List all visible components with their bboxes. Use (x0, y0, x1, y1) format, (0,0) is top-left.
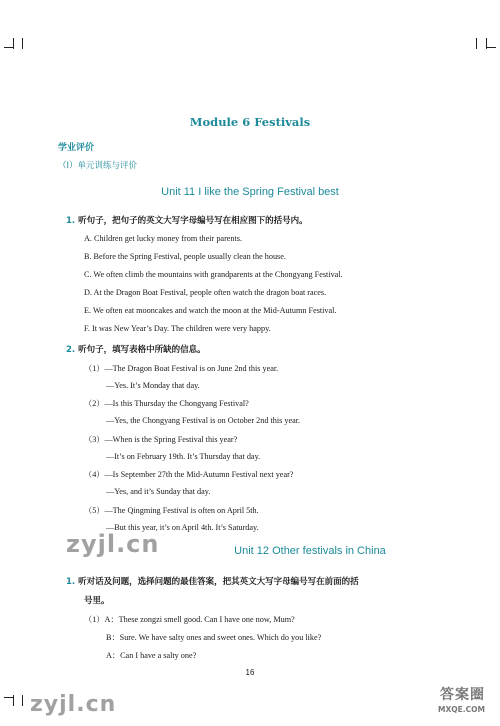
dialogue-text: —The Qingming Festival is often on April 5th. (104, 506, 259, 515)
crop-mark (22, 38, 23, 49)
dialogue-text: —When is the Spring Festival this year? (104, 435, 238, 444)
question-1-heading (66, 214, 308, 226)
unit12-question-1-heading (66, 575, 359, 587)
item-number: （5） (84, 506, 105, 515)
sentence-f: F. It was New Year’s Day. The children were very happy. (84, 324, 271, 333)
crop-mark (4, 697, 14, 698)
question-number: 1. (66, 577, 76, 587)
dialogue-2-line-b: —Yes, the Chongyang Festival is on October 2nd this year. (106, 416, 301, 425)
sentence-b: B. Before the Spring Festival, people usually clean the house. (84, 252, 286, 261)
item-number: （1） (84, 364, 105, 373)
watermark: zyjl.cn (66, 530, 160, 558)
item-number: （2） (84, 399, 105, 408)
item-number: （3） (84, 435, 105, 444)
module-title: Module 6 Festivals (189, 115, 311, 129)
section-title: 学业评价 (58, 143, 95, 153)
question-instruction: 听对话及问题，选择问题的最佳答案，把其英文大写字母编号写在前面的括 (78, 577, 359, 587)
unit-12-title: Unit 12 Other festivals in China (234, 545, 386, 557)
page-number: 16 (245, 668, 255, 677)
dialogue-line: （1）A：These zongzi smell good. Can I have one now, Mum? (84, 615, 295, 624)
unit-11-title: Unit 11 I like the Spring Festival best (161, 186, 339, 198)
brand-logo-text: 答案圈 (440, 687, 485, 703)
dialogue-4-line-a (84, 469, 293, 480)
question-number: 2. (66, 345, 76, 355)
dialogue-line: A：Can I have a salty one? (106, 651, 197, 660)
dialogue-1-line-b: —Yes. It’s Monday that day. (106, 381, 200, 390)
crop-mark (4, 47, 14, 48)
crop-mark (486, 47, 496, 48)
crop-mark (22, 695, 23, 706)
sentence-d: D. At the Dragon Boat Festival, people often watch the dragon boat races. (84, 288, 327, 297)
item-number: （4） (84, 470, 105, 479)
dialogue-5-line-a (84, 505, 259, 516)
crop-mark (476, 38, 477, 49)
dialogue-text: —Is September 27th the Mid-Autumn Festival next year? (104, 470, 294, 479)
dialogue-3-line-b: —It’s on February 19th. It’s Thursday that day. (106, 452, 261, 461)
question-instruction-cont: 号里。 (84, 596, 110, 606)
dialogue-text: —Is this Thursday the Chongyang Festival? (104, 399, 249, 408)
brand-url: MXQE.COM (438, 705, 485, 714)
question-instruction: 听句子，把句子的英文大写字母编号写在相应图下的括号内。 (78, 216, 308, 226)
dialogue-4-line-b: —Yes, and it’s Sunday that day. (106, 487, 211, 496)
question-2-heading (66, 343, 206, 355)
question-instruction: 听句子，填写表格中所缺的信息。 (78, 345, 206, 355)
watermark: zyjl.cn (30, 692, 117, 717)
dialogue-5-line-b: —But this year, it’s on April 4th. It’s Saturday. (106, 523, 259, 532)
sentence-e: E. We often eat mooncakes and watch the moon at the Mid-Autumn Festival. (84, 306, 337, 315)
subsection-title: （Ⅰ）单元训练与评价 (58, 161, 138, 171)
dialogue-2-line-a (84, 398, 249, 409)
dialogue-text: —The Dragon Boat Festival is on June 2nd this year. (104, 364, 279, 373)
question-number: 1. (66, 216, 76, 226)
dialogue-1-line-a (84, 363, 278, 374)
dialogue-3-line-a (84, 434, 237, 445)
dialogue-line: B：Sure. We have salty ones and sweet ones. Which do you like? (106, 633, 322, 642)
sentence-a: A. Children get lucky money from their parents. (84, 234, 243, 243)
sentence-c: C. We often climb the mountains with grandparents at the Chongyang Festival. (84, 270, 343, 279)
